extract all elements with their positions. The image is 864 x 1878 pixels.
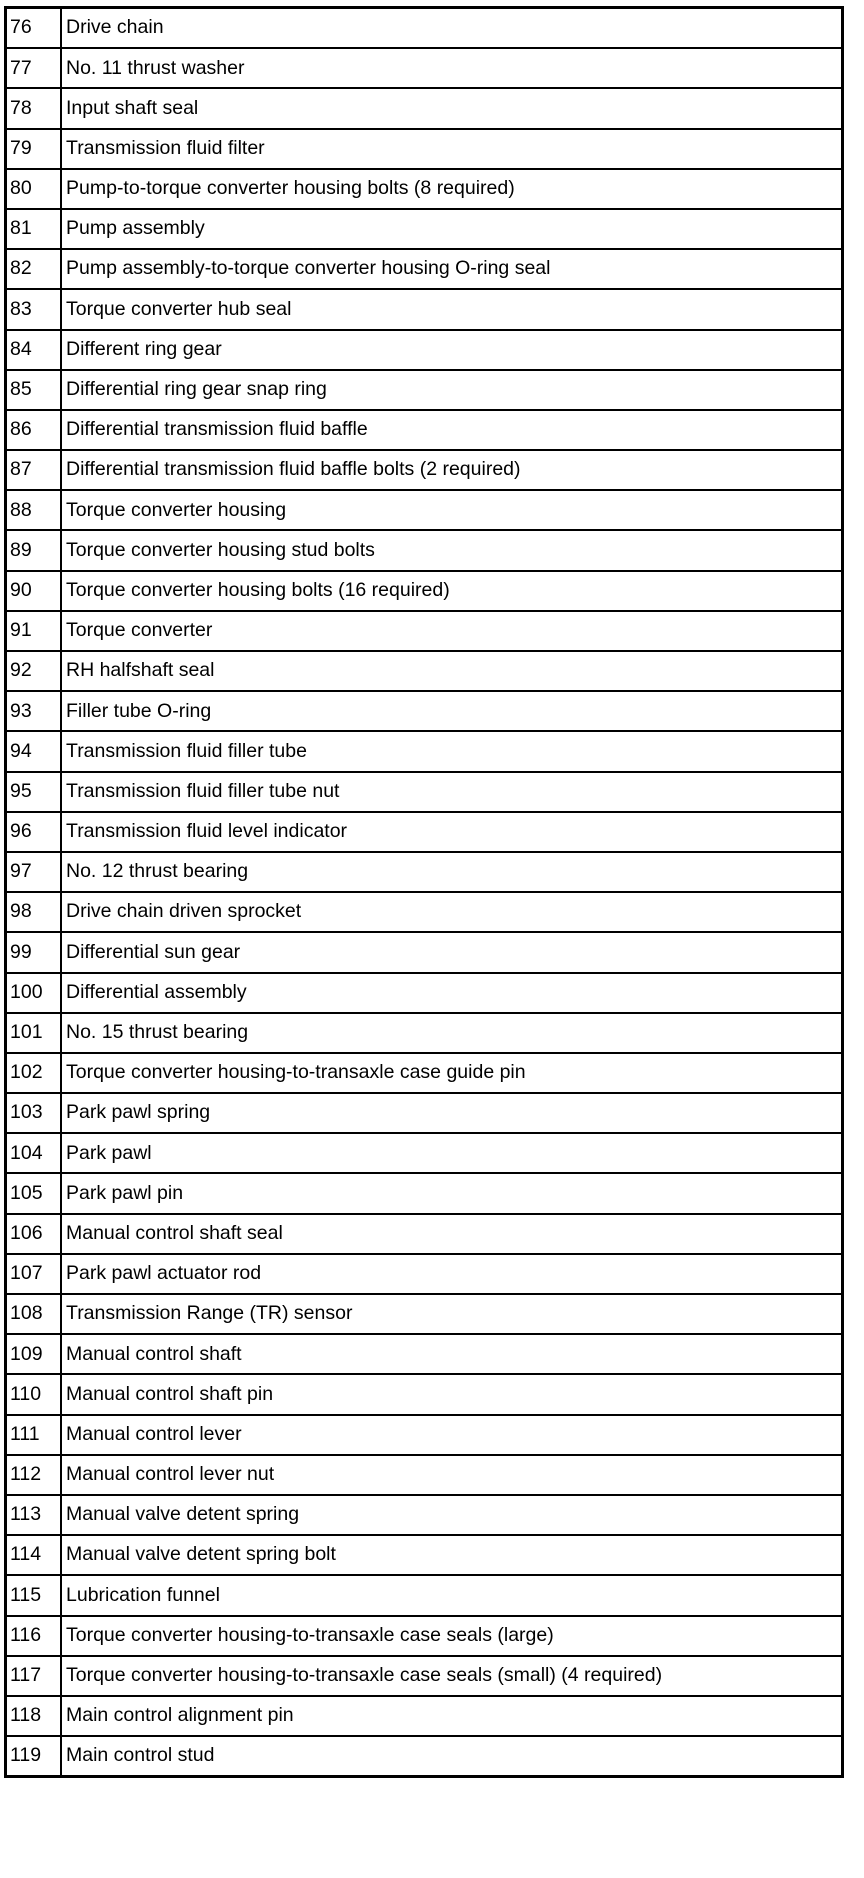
table-row xyxy=(6,1294,843,1334)
table-row xyxy=(6,1133,843,1173)
table-row xyxy=(6,812,843,852)
part-number: 85 xyxy=(6,370,62,410)
table-row xyxy=(6,410,843,450)
part-number: 115 xyxy=(6,1575,62,1615)
part-description: Park pawl actuator rod xyxy=(61,1254,843,1294)
part-description: Manual control lever nut xyxy=(61,1455,843,1495)
part-number: 108 xyxy=(6,1294,62,1334)
table-row xyxy=(6,1535,843,1575)
table-row xyxy=(6,892,843,932)
part-number: 88 xyxy=(6,490,62,530)
part-description: Torque converter housing bolts (16 required) xyxy=(61,571,843,611)
part-number: 82 xyxy=(6,249,62,289)
part-description: Manual valve detent spring xyxy=(61,1495,843,1535)
table-row xyxy=(6,691,843,731)
table-row xyxy=(6,169,843,209)
table-row xyxy=(6,973,843,1013)
part-number: 96 xyxy=(6,812,62,852)
part-description: Main control alignment pin xyxy=(61,1696,843,1736)
part-description: Differential assembly xyxy=(61,973,843,1013)
part-description: Differential transmission fluid baffle bolts (2 required) xyxy=(61,450,843,490)
part-number: 116 xyxy=(6,1616,62,1656)
table-row xyxy=(6,1214,843,1254)
part-number: 114 xyxy=(6,1535,62,1575)
part-description: Manual control shaft seal xyxy=(61,1214,843,1254)
part-number: 95 xyxy=(6,772,62,812)
part-description: Manual valve detent spring bolt xyxy=(61,1535,843,1575)
part-description: Drive chain driven sprocket xyxy=(61,892,843,932)
part-number: 118 xyxy=(6,1696,62,1736)
table-row xyxy=(6,330,843,370)
table-row xyxy=(6,8,843,49)
part-description: No. 11 thrust washer xyxy=(61,48,843,88)
part-description: Torque converter housing-to-transaxle case seals (large) xyxy=(61,1616,843,1656)
part-description: Transmission fluid filler tube nut xyxy=(61,772,843,812)
table-row xyxy=(6,1495,843,1535)
table-row xyxy=(6,1173,843,1213)
part-description: Differential ring gear snap ring xyxy=(61,370,843,410)
part-description: Input shaft seal xyxy=(61,88,843,128)
part-description: Manual control shaft pin xyxy=(61,1374,843,1414)
table-row xyxy=(6,289,843,329)
table-row xyxy=(6,772,843,812)
table-row xyxy=(6,651,843,691)
part-description: RH halfshaft seal xyxy=(61,651,843,691)
table-row xyxy=(6,450,843,490)
part-description: Transmission fluid filler tube xyxy=(61,731,843,771)
part-number: 89 xyxy=(6,530,62,570)
table-row xyxy=(6,1254,843,1294)
table-row xyxy=(6,209,843,249)
part-number: 104 xyxy=(6,1133,62,1173)
part-description: No. 12 thrust bearing xyxy=(61,852,843,892)
table-row xyxy=(6,1013,843,1053)
part-number: 86 xyxy=(6,410,62,450)
part-description: Torque converter housing-to-transaxle case guide pin xyxy=(61,1053,843,1093)
part-number: 77 xyxy=(6,48,62,88)
part-description: Differential transmission fluid baffle xyxy=(61,410,843,450)
part-description: Pump assembly xyxy=(61,209,843,249)
part-number: 79 xyxy=(6,129,62,169)
part-number: 105 xyxy=(6,1173,62,1213)
part-description: Park pawl pin xyxy=(61,1173,843,1213)
part-description: Torque converter housing xyxy=(61,490,843,530)
table-row xyxy=(6,490,843,530)
part-number: 78 xyxy=(6,88,62,128)
part-number: 80 xyxy=(6,169,62,209)
part-description: Transmission Range (TR) sensor xyxy=(61,1294,843,1334)
part-description: No. 15 thrust bearing xyxy=(61,1013,843,1053)
part-number: 113 xyxy=(6,1495,62,1535)
part-description: Manual control lever xyxy=(61,1415,843,1455)
part-description: Torque converter xyxy=(61,611,843,651)
part-number: 110 xyxy=(6,1374,62,1414)
part-number: 98 xyxy=(6,892,62,932)
part-number: 99 xyxy=(6,932,62,972)
table-row xyxy=(6,571,843,611)
part-number: 101 xyxy=(6,1013,62,1053)
table-row xyxy=(6,1656,843,1696)
part-number: 119 xyxy=(6,1736,62,1777)
table-row xyxy=(6,249,843,289)
table-row xyxy=(6,88,843,128)
part-number: 97 xyxy=(6,852,62,892)
table-row xyxy=(6,370,843,410)
table-row xyxy=(6,48,843,88)
table-row xyxy=(6,852,843,892)
part-description: Manual control shaft xyxy=(61,1334,843,1374)
table-row xyxy=(6,1334,843,1374)
part-number: 103 xyxy=(6,1093,62,1133)
part-description: Torque converter hub seal xyxy=(61,289,843,329)
table-row xyxy=(6,611,843,651)
table-row xyxy=(6,1736,843,1777)
table-row xyxy=(6,1455,843,1495)
table-row xyxy=(6,1696,843,1736)
part-description: Differential sun gear xyxy=(61,932,843,972)
table-row xyxy=(6,1616,843,1656)
part-number: 84 xyxy=(6,330,62,370)
part-number: 107 xyxy=(6,1254,62,1294)
part-description: Park pawl xyxy=(61,1133,843,1173)
part-description: Torque converter housing stud bolts xyxy=(61,530,843,570)
parts-table xyxy=(4,6,844,1778)
part-number: 81 xyxy=(6,209,62,249)
part-number: 112 xyxy=(6,1455,62,1495)
table-row xyxy=(6,1374,843,1414)
parts-table-body xyxy=(6,8,843,1777)
part-number: 83 xyxy=(6,289,62,329)
part-description: Drive chain xyxy=(61,8,843,49)
part-number: 93 xyxy=(6,691,62,731)
part-number: 106 xyxy=(6,1214,62,1254)
part-number: 92 xyxy=(6,651,62,691)
part-description: Pump-to-torque converter housing bolts (8 required) xyxy=(61,169,843,209)
part-number: 76 xyxy=(6,8,62,49)
table-row xyxy=(6,731,843,771)
part-description: Different ring gear xyxy=(61,330,843,370)
part-number: 87 xyxy=(6,450,62,490)
part-description: Lubrication funnel xyxy=(61,1575,843,1615)
part-number: 102 xyxy=(6,1053,62,1093)
part-number: 100 xyxy=(6,973,62,1013)
part-description: Park pawl spring xyxy=(61,1093,843,1133)
part-description: Pump assembly-to-torque converter housing O-ring seal xyxy=(61,249,843,289)
part-number: 90 xyxy=(6,571,62,611)
table-row xyxy=(6,1415,843,1455)
part-description: Transmission fluid level indicator xyxy=(61,812,843,852)
part-number: 91 xyxy=(6,611,62,651)
part-number: 117 xyxy=(6,1656,62,1696)
part-description: Main control stud xyxy=(61,1736,843,1777)
table-row xyxy=(6,932,843,972)
part-description: Filler tube O-ring xyxy=(61,691,843,731)
part-number: 111 xyxy=(6,1415,62,1455)
part-number: 94 xyxy=(6,731,62,771)
table-row xyxy=(6,1053,843,1093)
table-row xyxy=(6,129,843,169)
table-row xyxy=(6,530,843,570)
table-row xyxy=(6,1093,843,1133)
part-description: Transmission fluid filter xyxy=(61,129,843,169)
part-description: Torque converter housing-to-transaxle case seals (small) (4 required) xyxy=(61,1656,843,1696)
part-number: 109 xyxy=(6,1334,62,1374)
table-row xyxy=(6,1575,843,1615)
